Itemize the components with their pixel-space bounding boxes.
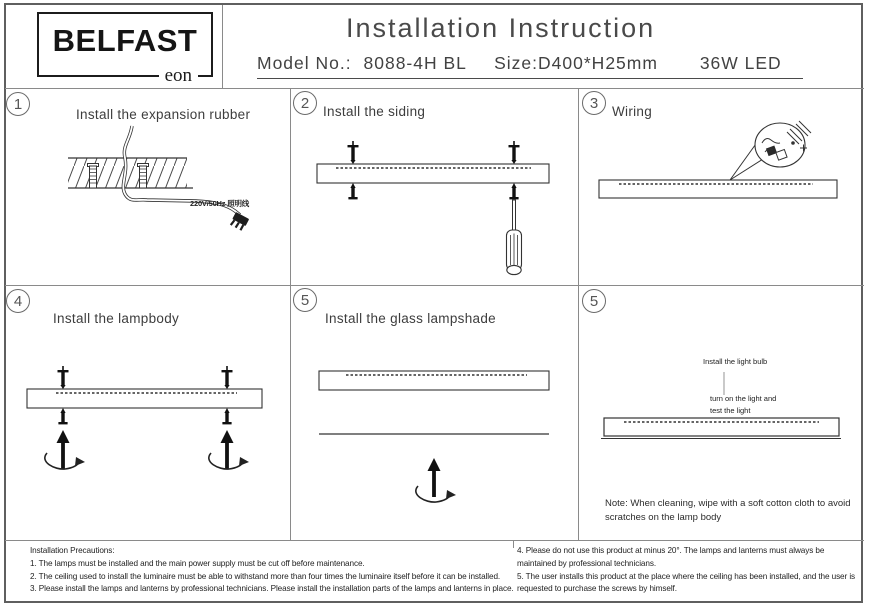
panel-step-5 (291, 286, 578, 540)
panel-step-1 (4, 88, 290, 285)
mounting-screw-icon (509, 141, 520, 164)
cleaning-note: Note: When cleaning, wipe with a soft cotton cloth to avoid scratches on the lamp body (605, 498, 851, 523)
install-arrow-icon (57, 430, 70, 469)
precautions-left (30, 545, 514, 596)
step-badge: 1 (6, 92, 30, 116)
panel-step-3 (579, 88, 865, 285)
panel-title: Install the lampbody (53, 311, 180, 326)
lamp-base-bar (599, 180, 837, 198)
panel-step-6 (579, 286, 865, 540)
grid-line-footer-top (5, 540, 864, 541)
panel-title: Wiring (612, 104, 653, 119)
wire-voltage-label: 220V/50Hz 照明线 (190, 199, 250, 208)
lamp-base-bar (317, 164, 549, 183)
step-badge: 4 (6, 289, 30, 313)
mounting-screw-icon (58, 366, 69, 389)
precaution-item: 1. The lamps must be installed and the main power supply must be cut off before maintenance. (30, 558, 365, 568)
power-plug-icon (229, 212, 249, 231)
rotation-arrow-icon (209, 453, 249, 469)
install-arrow-icon (428, 458, 441, 497)
grid-line-logo-cell (222, 5, 223, 88)
rotation-arrow-icon (45, 453, 85, 469)
install-arrow-icon (221, 430, 234, 469)
wattage: 36W LED (699, 53, 782, 73)
precaution-item: 4. Please do not use this product at minus 20°. The lamps and lanterns must always be maintained by professional technicians. (517, 546, 825, 568)
model-value: 8088-4H BL (363, 53, 467, 73)
brand-logo (37, 12, 213, 86)
mounting-screw-icon (222, 408, 231, 424)
mounting-screw-icon (222, 366, 233, 389)
size-value: D400*H25mm (538, 53, 658, 73)
lamp-base-bar (27, 389, 262, 408)
step-badge: 5 (582, 289, 606, 313)
rotation-arrow-icon (416, 486, 456, 502)
precaution-item: 3. Please install the lamps and lanterns by professional technicians. Please install the installation parts of the lamps and lanterns in place. (30, 584, 514, 594)
wiring-detail-balloon (730, 121, 811, 180)
step-badge: 2 (293, 91, 317, 115)
precautions-right (517, 545, 862, 596)
panel-title: Install the expansion rubber (76, 107, 251, 122)
size-label: Size: (494, 53, 539, 73)
step-badge: 5 (293, 288, 317, 312)
install-bulb-label: Install the light bulb (703, 357, 768, 366)
panel-title: Install the glass lampshade (325, 311, 496, 326)
brand-sub-text: eon (159, 65, 198, 87)
precautions-heading: Installation Precautions: (30, 546, 115, 555)
test-light-label: turn on the light and test the light (710, 394, 777, 415)
model-label: Model No.: (257, 53, 352, 73)
precaution-item: 5. The user installs this product at the place where the ceiling has been installed, and the user is requested to purchase the screws by himself. (517, 571, 856, 594)
mounting-screw-icon (509, 183, 518, 199)
screwdriver-icon (507, 200, 522, 275)
expansion-anchor-icon (138, 164, 149, 189)
brand-text: BELFAST (52, 23, 198, 58)
lamp-base-bar (601, 418, 841, 439)
panel-step-2 (291, 88, 578, 285)
precaution-item: 2. The ceiling used to install the luminaire must be able to withstand more than four times the luminaire itself before it can be installed. (30, 571, 501, 581)
panel-step-4 (4, 286, 290, 540)
panel-title: Install the siding (323, 104, 426, 119)
mounting-screw-icon (348, 141, 359, 164)
lamp-base-bar (319, 371, 549, 390)
step-badge: 3 (582, 91, 606, 115)
expansion-anchor-icon (88, 164, 99, 189)
ceiling-hatch (68, 158, 193, 188)
page-title: Installation Instruction (346, 13, 656, 43)
mounting-screw-icon (58, 408, 67, 424)
mounting-screw-icon (348, 183, 357, 199)
model-line (257, 53, 803, 79)
